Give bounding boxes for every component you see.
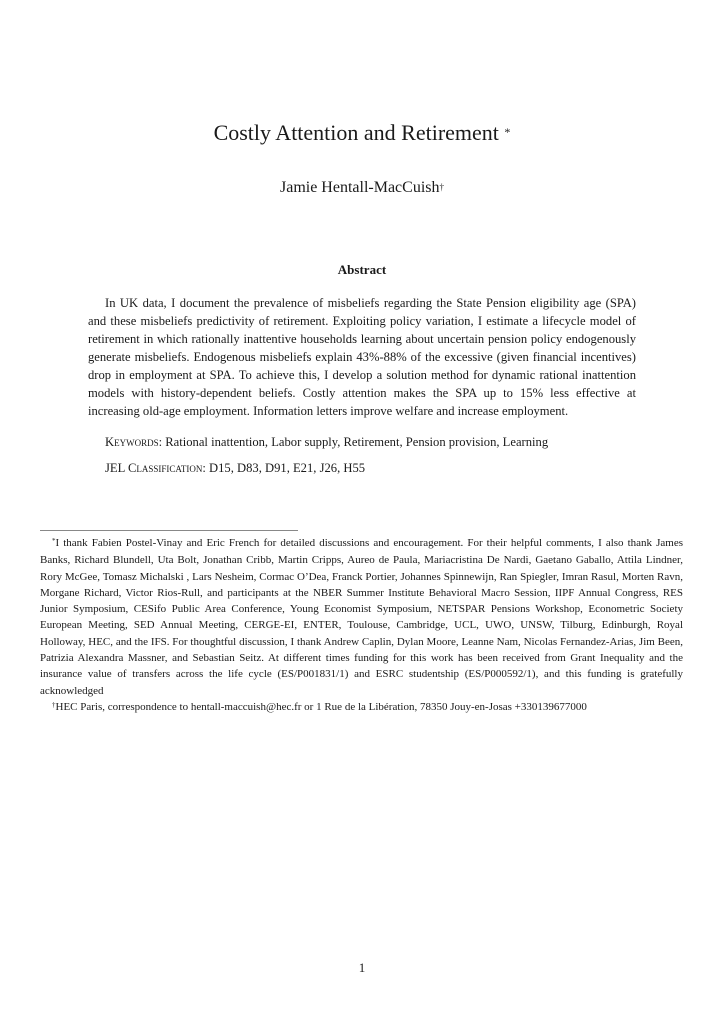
paper-title-text: Costly Attention and Retirement bbox=[213, 120, 499, 145]
jel-value: D15, D83, D91, E21, J26, H55 bbox=[209, 461, 366, 475]
abstract-text: In UK data, I document the prevalence of misbeliefs regarding the State Pension eligibility age (SPA) and these misbeliefs predictivity of retirement. Exploiting policy variation, I estimate a lifecycle model of retirement in which rationally inattentive households learning about uncertain pension policy endogenously generate misbeliefs. Endogenous misbeliefs explain 43%-88% of the excessive (given financial incentives) drop in employment at SPA. To achieve this, I develop a solution method for dynamic rational inattention models with history-dependent beliefs. Costly attention makes the SPA up to 15% less effective at increasing old-age employment. Information letters improve welfare and increase employment. bbox=[88, 296, 636, 418]
footnote-affiliation bbox=[40, 699, 683, 716]
abstract-heading: Abstract bbox=[337, 262, 387, 277]
jel-line bbox=[105, 459, 645, 477]
title-footnote-mark: * bbox=[504, 125, 511, 139]
paper-title bbox=[0, 118, 724, 151]
jel-label: JEL Classification: bbox=[105, 461, 206, 475]
page-number: 1 bbox=[358, 960, 366, 975]
keywords-label: Keywords: bbox=[105, 435, 163, 449]
author-footnote-mark: † bbox=[439, 182, 444, 192]
author-line bbox=[0, 177, 724, 200]
keywords-line bbox=[105, 433, 645, 451]
footnote-mark: † bbox=[52, 700, 56, 709]
footnote-text: HEC Paris, correspondence to hentall-maccuish@hec.fr or 1 Rue de la Libération, 78350 Jouy-en-Josas +330139677000 bbox=[55, 700, 587, 713]
footnote-mark: * bbox=[52, 537, 56, 545]
footnote-divider bbox=[40, 530, 298, 531]
footnote-text: I thank Fabien Postel-Vinay and Eric French for detailed discussions and encouragement. For their helpful comments, I also thank James Banks, Richard Blundell, Uta Bolt, Jonathan Cribb, Martin Cripps, Aureo de Paula, Mariacristina De Nardi, Gaetano Gaballo, Attila Lindner, Rory McGee, Tomasz Michalski , Lars Nesheim, Cormac O’Dea, Franck Portier, Johannes Spinnewijn, Ran Spiegler, Imran Rasul, Morten Ravn, Morgane Richard, Victor Rios-Rull, and participants at the NBER Summer Institute Behavioral Macro Session, IIPF Annual Congress, RES Junior Symposium, CESifo Public Area Conference, Young Economist Symposium, NETSPAR Pensions Workshop, Econometric Society European Meeting, SED Annual Meeting, CERGE-EI, ENTER, Toulouse, Cambridge, UCL, UWO, UNSW, Tilburg, Edinburgh, Royal Holloway, HEC, and the IFS. For thoughtful discussion, I thank Andrew Caplin, Dylan Moore, Leanne Nam, Nicolas Fernandez-Arias, Jim Been, Patrizia Alexandra Massner, and Sebastian Seitz. At different times funding for this work has been received from Grant Inequality and the insurance value of transfers across the life cycle (ES/P001831/1) and ESRC studentship (ES/P000592/1), and this funding is gratefully acknowledged bbox=[40, 537, 683, 697]
author-name: Jamie Hentall-MacCuish bbox=[279, 179, 440, 196]
footnotes bbox=[40, 535, 683, 716]
keywords-value: Rational inattention, Labor supply, Retirement, Pension provision, Learning bbox=[165, 435, 549, 449]
footnote-acknowledgements bbox=[40, 535, 683, 699]
